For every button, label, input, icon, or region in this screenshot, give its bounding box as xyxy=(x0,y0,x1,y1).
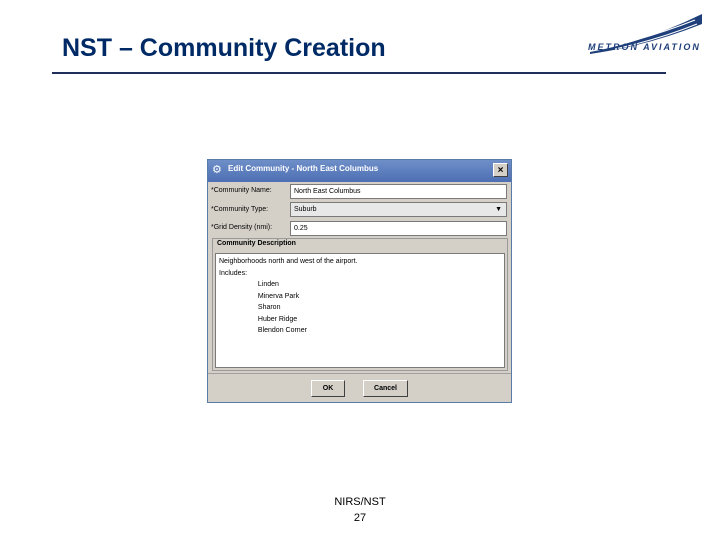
community-name-input[interactable]: North East Columbus xyxy=(290,184,507,199)
community-description-group xyxy=(212,238,508,371)
edit-community-dialog xyxy=(207,159,512,403)
cancel-button[interactable] xyxy=(363,380,408,397)
logo-text: METRON AVIATION xyxy=(588,42,701,52)
community-type-select[interactable] xyxy=(290,202,507,217)
button-divider xyxy=(208,373,511,374)
grid-density-input[interactable]: 0.25 xyxy=(290,221,507,236)
chevron-down-icon[interactable]: ▼ xyxy=(495,206,502,213)
ok-button[interactable] xyxy=(311,380,345,397)
community-name-label: *Community Name: xyxy=(211,187,272,194)
ok-button-label: OK xyxy=(322,385,334,392)
community-type-label: *Community Type: xyxy=(211,206,269,213)
community-type-value: Suburb xyxy=(294,206,317,213)
cancel-button-label: Cancel xyxy=(374,385,397,392)
footer-source: NIRS/NST xyxy=(334,496,386,508)
app-icon: ⚙ xyxy=(212,164,222,176)
community-description-textarea[interactable]: Neighborhoods north and west of the airport. Includes: Linden Minerva Park Sharon Huber Ridge Blendon Corner xyxy=(215,253,505,368)
slide-footer xyxy=(300,494,420,526)
dialog-titlebar[interactable] xyxy=(208,160,511,182)
community-description-label: Community Description xyxy=(217,240,296,247)
slide-title: NST – Community Creation xyxy=(62,34,386,62)
grid-density-label: *Grid Density (nmi): xyxy=(211,224,273,231)
dialog-title: Edit Community - North East Columbus xyxy=(228,164,379,173)
title-divider xyxy=(52,72,666,74)
close-icon[interactable]: × xyxy=(493,163,508,177)
page-number: 27 xyxy=(353,512,367,524)
